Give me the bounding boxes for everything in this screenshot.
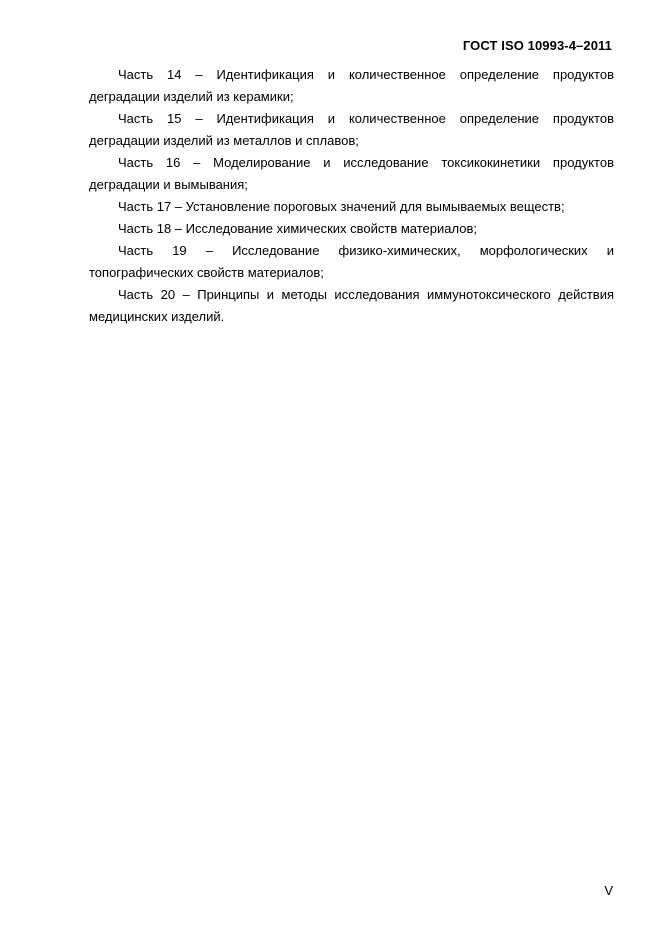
paragraph-part-18: Часть 18 – Исследование химических свойств материалов;: [118, 221, 477, 236]
page-number: V: [604, 883, 613, 898]
paragraph-part-19: Часть 19 – Исследование физико-химических, морфологических и топографических свойств материалов;: [89, 243, 614, 280]
paragraph-part-15: Часть 15 – Идентификация и количественное определение продуктов деградации изделий из металлов и сплавов;: [89, 111, 614, 148]
paragraph-part-16: Часть 16 – Моделирование и исследование токсикокинетики продуктов деградации и вымывания;: [89, 155, 614, 192]
paragraph-part-14: Часть 14 – Идентификация и количественное определение продуктов деградации изделий из керамики;: [89, 67, 614, 104]
paragraph-part-20: Часть 20 – Принципы и методы исследования иммунотоксического действия медицинских изделий.: [89, 287, 614, 324]
paragraph-part-17: Часть 17 – Установление пороговых значений для вымываемых веществ;: [118, 199, 565, 214]
document-body: [89, 64, 614, 328]
document-header: ГОСТ ISO 10993-4–2011: [462, 38, 612, 53]
